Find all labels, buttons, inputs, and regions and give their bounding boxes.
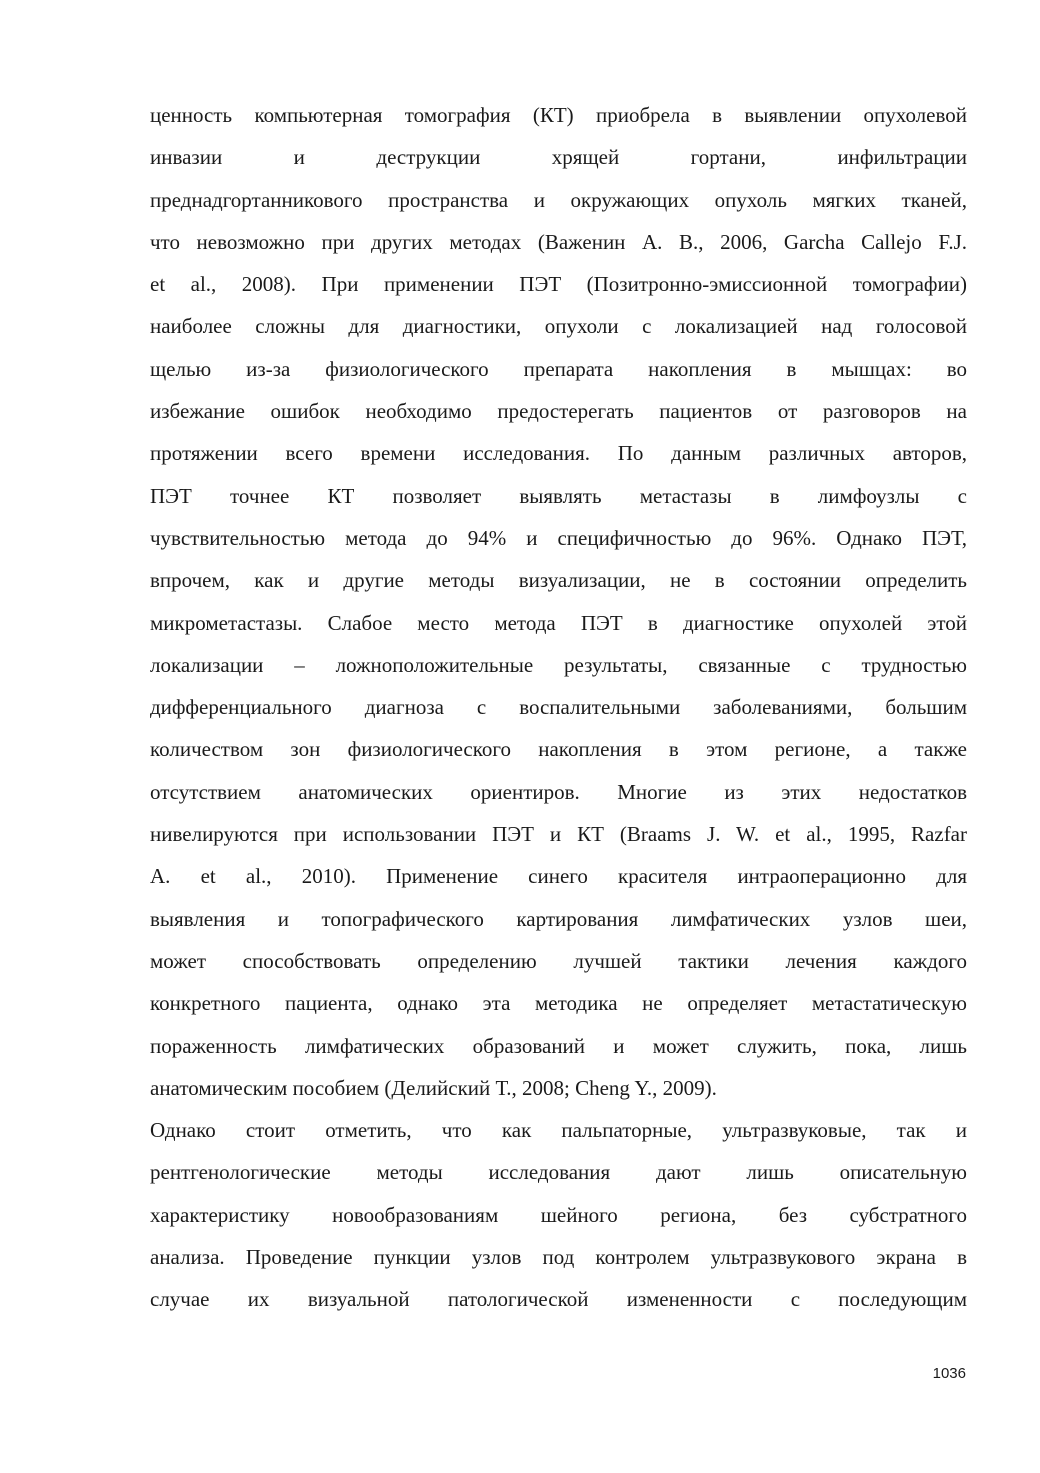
text-line: анатомическим пособием (Делийский Т., 2008; Cheng Y., 2009). bbox=[150, 1075, 717, 1100]
text-line: отсутствием анатомических ориентиров. Многие из этих недостатков bbox=[150, 779, 967, 804]
text-line: преднадгортанникового пространства и окружающих опухоль мягких тканей, bbox=[150, 187, 967, 212]
text-line: протяжении всего времени исследования. По данным различных авторов, bbox=[150, 441, 967, 466]
text-line: рентгенологические методы исследования дают лишь описательную bbox=[150, 1160, 967, 1185]
text-line: может способствовать определению лучшей тактики лечения каждого bbox=[150, 948, 967, 973]
page-number: 1036 bbox=[932, 1365, 966, 1382]
text-line: наиболее сложны для диагностики, опухоли с локализацией над голосовой bbox=[150, 314, 967, 339]
text-line: ценность компьютерная томография (КТ) приобрела в выявлении опухолевой bbox=[150, 103, 967, 127]
text-line: характеристику новообразованиям шейного региона, без субстратного bbox=[150, 1202, 967, 1227]
text-line: количеством зон физиологического накопления в этом регионе, а также bbox=[150, 737, 967, 762]
text-line: случае их визуальной патологической измененности с последующим bbox=[150, 1287, 967, 1312]
text-line: A. et al., 2010). Применение синего красителя интраоперационно для bbox=[150, 864, 967, 889]
text-line: анализа. Проведение пункции узлов под контролем ультразвукового экрана в bbox=[150, 1245, 967, 1270]
text-line: ПЭТ точнее КТ позволяет выявлять метастазы в лимфоузлы с bbox=[150, 483, 967, 508]
text-line: что невозможно при других методах (Важенин А. В., 2006, Garcha Callejo F.J. bbox=[150, 229, 967, 254]
text-line: дифференциального диагноза с воспалительными заболеваниями, большим bbox=[150, 695, 967, 720]
text-line: щелью из-за физиологического препарата накопления в мышцах: во bbox=[150, 356, 967, 381]
text-line: конкретного пациента, однако эта методика не определяет метастатическую bbox=[150, 991, 967, 1016]
text-line: чувствительностью метода до 94% и специфичностью до 96%. Однако ПЭТ, bbox=[150, 525, 967, 550]
text-line: избежание ошибок необходимо предостерегать пациентов от разговоров на bbox=[150, 399, 967, 424]
text-line: Однако стоит отметить, что как пальпаторные, ультразвуковые, так и bbox=[150, 1118, 967, 1143]
text-line: нивелируются при использовании ПЭТ и КТ (Braams J. W. et al., 1995, Razfar bbox=[150, 822, 967, 847]
text-line: пораженность лимфатических образований и может служить, пока, лишь bbox=[150, 1033, 967, 1058]
body-text bbox=[150, 94, 967, 1321]
text-line: локализации – ложноположительные результаты, связанные с трудностью bbox=[150, 652, 967, 677]
text-line: инвазии и деструкции хрящей гортани, инфильтрации bbox=[150, 145, 967, 170]
text-line: выявления и топографического картирования лимфатических узлов шеи, bbox=[150, 906, 967, 931]
text-line: впрочем, как и другие методы визуализации, не в состоянии определить bbox=[150, 568, 967, 593]
text-line: et al., 2008). При применении ПЭТ (Позитронно-эмиссионной томографии) bbox=[150, 272, 967, 297]
text-line: микрометастазы. Слабое место метода ПЭТ в диагностике опухолей этой bbox=[150, 610, 967, 635]
